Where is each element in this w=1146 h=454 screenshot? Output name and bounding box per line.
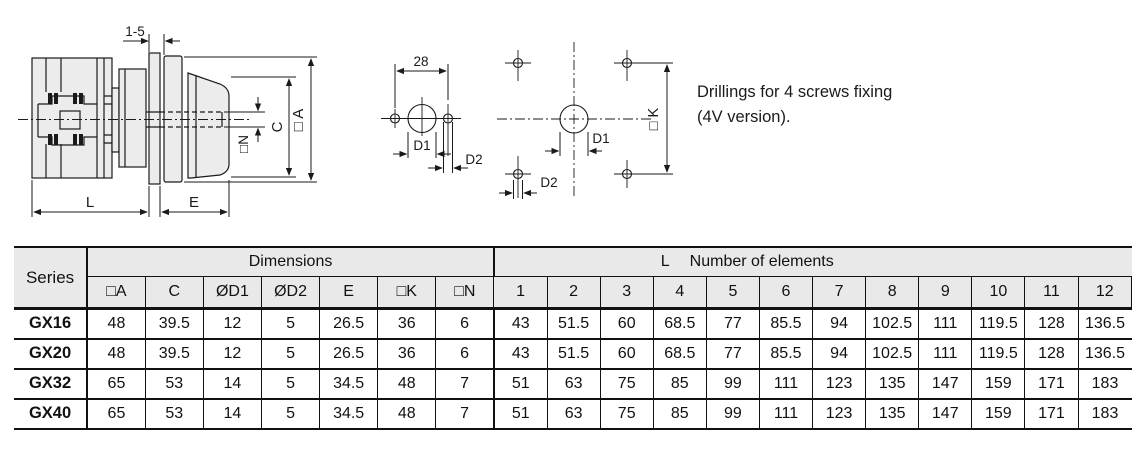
cell-dim: 7 — [436, 399, 494, 429]
cell-series: GX32 — [14, 369, 87, 399]
cell-element: 63 — [547, 369, 600, 399]
cell-series: GX20 — [14, 339, 87, 369]
cell-element: 183 — [1078, 369, 1132, 399]
cell-dim: 26.5 — [320, 309, 378, 339]
elements-header-l: L — [660, 253, 670, 270]
cell-dim: 26.5 — [320, 339, 378, 369]
cell-element: 119.5 — [972, 309, 1025, 339]
cell-element: 159 — [972, 399, 1025, 429]
cell-element: 51 — [494, 369, 547, 399]
col-header-d1: ØD1 — [203, 277, 261, 309]
cell-dim: 65 — [87, 399, 145, 429]
switch-body — [32, 58, 112, 178]
cell-element: 60 — [600, 309, 653, 339]
cell-element: 43 — [494, 309, 547, 339]
col-header-1: 1 — [494, 277, 547, 309]
cell-dim: 36 — [378, 339, 436, 369]
col-header-12: 12 — [1078, 277, 1132, 309]
col-header-d2: ØD2 — [261, 277, 319, 309]
col-header-c: C — [145, 277, 203, 309]
col-header-5: 5 — [706, 277, 759, 309]
cell-element: 135 — [866, 399, 919, 429]
cell-series: GX16 — [14, 309, 87, 339]
col-header-k: □K — [378, 277, 436, 309]
cell-dim: 34.5 — [320, 369, 378, 399]
cell-dim: 48 — [87, 309, 145, 339]
cell-dim: 48 — [378, 399, 436, 429]
cell-element: 75 — [600, 369, 653, 399]
cell-element: 111 — [759, 399, 812, 429]
label-C: C — [269, 121, 286, 133]
cell-element: 94 — [813, 339, 866, 369]
cell-dim: 36 — [378, 309, 436, 339]
cell-element: 136.5 — [1078, 339, 1132, 369]
col-header-11: 11 — [1025, 277, 1078, 309]
table-row-gx40 — [14, 399, 1132, 429]
col-header-e: E — [320, 277, 378, 309]
cell-element: 135 — [866, 369, 919, 399]
elements-header — [494, 247, 1132, 277]
cell-element: 60 — [600, 339, 653, 369]
cell-dim: 53 — [145, 369, 203, 399]
col-header-9: 9 — [919, 277, 972, 309]
cell-element: 43 — [494, 339, 547, 369]
cell-element: 102.5 — [866, 309, 919, 339]
col-header-10: 10 — [972, 277, 1025, 309]
label-E: E — [188, 194, 200, 211]
label-d2: D2 — [540, 175, 558, 190]
cell-element: 85 — [653, 399, 706, 429]
drilling-4v-labels — [540, 107, 662, 190]
series-header: Series — [14, 247, 87, 309]
cell-element: 51.5 — [547, 339, 600, 369]
cell-element: 77 — [706, 339, 759, 369]
label-28: 28 — [413, 54, 429, 69]
drilling-note-line2: (4V version). — [697, 108, 791, 126]
col-header-n: □N — [436, 277, 494, 309]
cell-element: 68.5 — [653, 309, 706, 339]
cell-element: 147 — [919, 399, 972, 429]
cell-element: 102.5 — [866, 339, 919, 369]
cell-element: 136.5 — [1078, 309, 1132, 339]
mounting-panel — [149, 53, 160, 184]
cell-dim: 39.5 — [145, 339, 203, 369]
cell-element: 75 — [600, 399, 653, 429]
switch-cylinder — [119, 69, 146, 167]
cell-dim: 14 — [203, 369, 261, 399]
col-header-8: 8 — [866, 277, 919, 309]
cell-dim: 53 — [145, 399, 203, 429]
dimensions-table — [14, 246, 1132, 430]
cell-dim: 12 — [203, 339, 261, 369]
cell-element: 99 — [706, 369, 759, 399]
cell-dim: 5 — [261, 309, 319, 339]
cell-element: 85.5 — [759, 309, 812, 339]
cell-element: 128 — [1025, 339, 1078, 369]
cell-element: 159 — [972, 369, 1025, 399]
cell-element: 183 — [1078, 399, 1132, 429]
col-header-a: □A — [87, 277, 145, 309]
cell-dim: 5 — [261, 369, 319, 399]
label-A: □ A — [290, 108, 307, 132]
drilling-2holes — [381, 64, 468, 173]
cell-element: 128 — [1025, 309, 1078, 339]
cell-element: 51 — [494, 399, 547, 429]
elements-header-label: Number of elements — [689, 253, 834, 270]
label-panel-thickness: 1-5 — [125, 24, 145, 39]
table-row-gx32 — [14, 369, 1132, 399]
col-header-6: 6 — [759, 277, 812, 309]
cell-element: 111 — [759, 369, 812, 399]
table-row-gx20 — [14, 339, 1132, 369]
knob — [188, 73, 229, 178]
label-d1: D1 — [592, 131, 610, 146]
col-header-2: 2 — [547, 277, 600, 309]
cell-element: 123 — [813, 399, 866, 429]
cell-element: 171 — [1025, 369, 1078, 399]
cell-dim: 5 — [261, 399, 319, 429]
label-d2: D2 — [465, 152, 483, 167]
cell-dim: 5 — [261, 339, 319, 369]
cell-element: 123 — [813, 369, 866, 399]
col-header-7: 7 — [813, 277, 866, 309]
cell-element: 85 — [653, 369, 706, 399]
drilling-note-line1: Drillings for 4 screws fixing — [697, 83, 893, 101]
label-N: □N — [236, 135, 251, 153]
cell-element: 85.5 — [759, 339, 812, 369]
cell-element: 147 — [919, 369, 972, 399]
cell-element: 99 — [706, 399, 759, 429]
cell-element: 94 — [813, 309, 866, 339]
label-d1: D1 — [413, 138, 431, 153]
label-k: □ K — [646, 107, 662, 131]
drilling-note — [697, 80, 927, 130]
cell-element: 77 — [706, 309, 759, 339]
cell-dim: 48 — [87, 339, 145, 369]
cell-dim: 12 — [203, 309, 261, 339]
dimensions-header: Dimensions — [87, 247, 494, 277]
cell-dim: 39.5 — [145, 309, 203, 339]
cell-dim: 14 — [203, 399, 261, 429]
cell-element: 111 — [919, 339, 972, 369]
cell-element: 51.5 — [547, 309, 600, 339]
cell-element: 111 — [919, 309, 972, 339]
cell-element: 171 — [1025, 399, 1078, 429]
table-row-gx16 — [14, 309, 1132, 339]
col-header-4: 4 — [653, 277, 706, 309]
col-header-3: 3 — [600, 277, 653, 309]
cell-dim: 6 — [436, 339, 494, 369]
cell-dim: 7 — [436, 369, 494, 399]
cell-dim: 48 — [378, 369, 436, 399]
cell-element: 119.5 — [972, 339, 1025, 369]
label-L: L — [85, 194, 95, 211]
cell-series: GX40 — [14, 399, 87, 429]
dim-28 — [395, 64, 448, 108]
cell-element: 63 — [547, 399, 600, 429]
cell-dim: 65 — [87, 369, 145, 399]
cell-dim: 6 — [436, 309, 494, 339]
cell-dim: 34.5 — [320, 399, 378, 429]
cell-element: 68.5 — [653, 339, 706, 369]
